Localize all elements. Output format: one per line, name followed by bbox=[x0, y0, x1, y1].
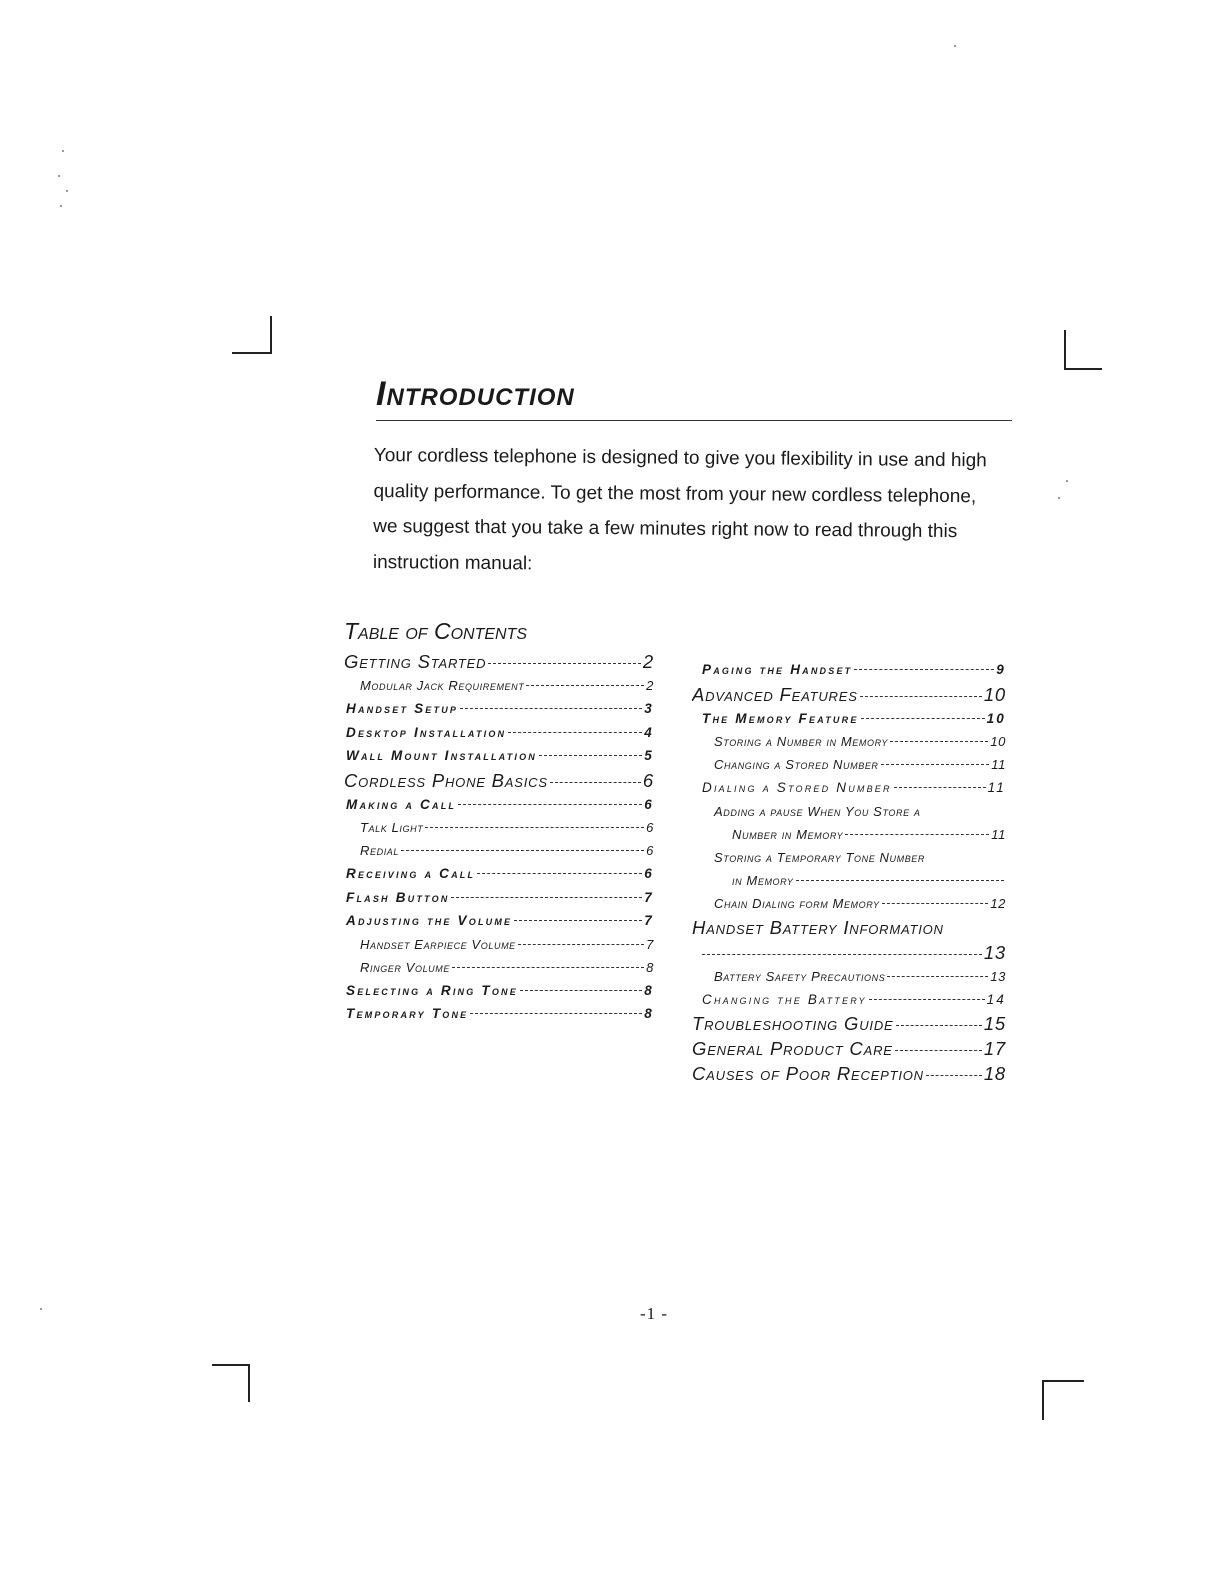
scan-speck bbox=[1066, 480, 1068, 482]
toc-entry: Chain Dialing form Memory 12 bbox=[714, 895, 1006, 911]
toc-entry: Redial 6 bbox=[360, 843, 654, 858]
scan-speck bbox=[66, 190, 68, 192]
toc-entry: Changing the Battery 14 bbox=[702, 991, 1006, 1007]
title-underline bbox=[376, 420, 1012, 421]
toc-entry: Causes of Poor Reception 18 bbox=[692, 1063, 1006, 1084]
toc-entry: Receiving a Call 6 bbox=[346, 866, 654, 881]
toc-entry: Paging the Handset 9 bbox=[702, 662, 1006, 677]
toc-entry: Desktop Installation 4 bbox=[346, 724, 654, 740]
toc-entry: Changing a Stored Number 11 bbox=[714, 757, 1006, 772]
scan-speck bbox=[954, 45, 956, 47]
toc-entry: Selecting a Ring Tone 8 bbox=[346, 982, 654, 998]
toc-heading: Table of Contents bbox=[344, 618, 528, 644]
toc-entry: Dialing a Stored Number 11 bbox=[702, 780, 1006, 795]
toc-entry: Cordless Phone Basics 6 bbox=[344, 769, 654, 791]
crop-mark-bottom-left bbox=[212, 1364, 250, 1402]
toc-entry: Making a Call 6 bbox=[346, 796, 654, 812]
page-number: -1 - bbox=[640, 1304, 669, 1323]
toc-entry: Getting Started 2 bbox=[344, 651, 654, 672]
toc-entry: Battery Safety Precautions 13 bbox=[714, 968, 1006, 984]
toc-entry: Talk Light 6 bbox=[360, 820, 654, 835]
page-title: Introduction bbox=[376, 375, 575, 413]
toc-right-column bbox=[692, 658, 1006, 1086]
crop-mark-bottom-right bbox=[1042, 1380, 1084, 1420]
toc-entry: Modular Jack Requirement 2 bbox=[360, 678, 654, 693]
toc-entry: Adding a pause When You Store a Number in Memory 11 bbox=[714, 803, 1006, 842]
toc-entry: Troubleshooting Guide 15 bbox=[692, 1013, 1006, 1034]
toc-entry: Handset Setup 3 bbox=[346, 701, 654, 716]
toc-left-column bbox=[344, 649, 654, 1026]
scan-speck bbox=[58, 175, 60, 177]
scan-speck bbox=[40, 1308, 42, 1310]
toc-entry: General Product Care 17 bbox=[692, 1038, 1006, 1059]
toc-entry: Storing a Number in Memory 10 bbox=[714, 734, 1006, 749]
toc-entry: Temporary Tone 8 bbox=[346, 1006, 654, 1021]
toc-entry: Flash Button 7 bbox=[346, 889, 654, 905]
crop-mark-top-left bbox=[232, 316, 272, 354]
toc-entry: Ringer Volume 8 bbox=[360, 959, 654, 975]
toc-entry: Advanced Features 10 bbox=[692, 683, 1006, 705]
scan-speck bbox=[62, 150, 64, 152]
toc-entry: Adjusting the Volume 7 bbox=[346, 913, 654, 928]
scan-speck bbox=[1058, 497, 1060, 499]
crop-mark-top-right bbox=[1064, 330, 1102, 370]
toc-entry: Handset Earpiece Volume 7 bbox=[360, 936, 654, 952]
toc-entry: Handset Battery Information 13 bbox=[692, 916, 1006, 963]
toc-entry: The Memory Feature 10 bbox=[702, 710, 1006, 726]
toc-entry: Storing a Temporary Tone Number in Memory bbox=[692, 846, 1006, 892]
scan-speck bbox=[60, 205, 62, 207]
toc-entry: Wall Mount Installation 5 bbox=[346, 748, 654, 763]
introduction-paragraph: Your cordless telephone is designed to give you flexibility in use and high quality performance. To get the most from your new cordless telephone, we suggest that you take a few minutes right now to read through this instruction manual: bbox=[372, 444, 987, 574]
